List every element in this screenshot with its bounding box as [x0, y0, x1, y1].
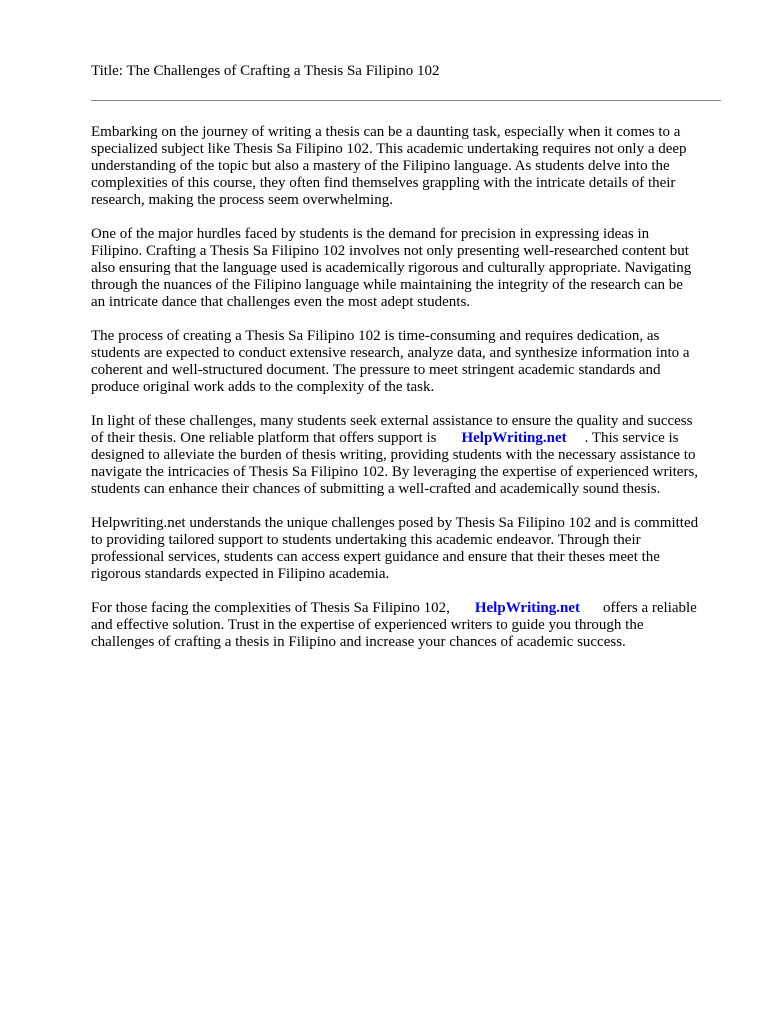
- helpwriting-link[interactable]: HelpWriting.net: [461, 430, 567, 446]
- paragraph-line: produce original work adds to the complexity of the task.: [91, 379, 435, 395]
- title-divider: [91, 100, 721, 101]
- paragraph-line: students are expected to conduct extensive research, analyze data, and synthesize information into a: [91, 345, 690, 361]
- paragraph-line: understanding of the topic but also a mastery of the Filipino language. As students delve into the: [91, 158, 670, 174]
- paragraph-line: Filipino. Crafting a Thesis Sa Filipino 102 involves not only presenting well-researched content but: [91, 243, 689, 259]
- paragraph-line: coherent and well-structured document. The pressure to meet stringent academic standards and: [91, 362, 661, 378]
- paragraph-2: [91, 226, 721, 311]
- paragraph-line: to providing tailored support to students undertaking this academic endeavor. Through their: [91, 532, 641, 548]
- paragraph-line: One of the major hurdles faced by students is the demand for precision in expressing ideas in: [91, 226, 650, 242]
- paragraph-5: [91, 515, 721, 583]
- paragraph-line: challenges of crafting a thesis in Filipino and increase your chances of academic success.: [91, 634, 626, 650]
- paragraph-text: For those facing the complexities of Thesis Sa Filipino 102,: [91, 600, 450, 616]
- paragraph-1: [91, 124, 721, 209]
- paragraph-line: rigorous standards expected in Filipino academia.: [91, 566, 390, 582]
- document-title: Title: The Challenges of Crafting a Thesis Sa Filipino 102: [91, 63, 440, 79]
- paragraph-line: Embarking on the journey of writing a thesis can be a daunting task, especially when it comes to a: [91, 124, 681, 140]
- paragraph-text: offers a reliable: [603, 600, 697, 616]
- paragraph-line: designed to alleviate the burden of thesis writing, providing students with the necessary assistance to: [91, 447, 696, 463]
- document-body: [91, 124, 721, 668]
- paragraph-line-with-link: [91, 600, 721, 617]
- paragraph-text: . This service is: [584, 430, 679, 446]
- paragraph-3: [91, 328, 721, 396]
- paragraph-line: an intricate dance that challenges even the most adept students.: [91, 294, 471, 310]
- paragraph-line: In light of these challenges, many students seek external assistance to ensure the quality and success: [91, 413, 693, 429]
- paragraph-line: students can enhance their chances of submitting a well-crafted and academically sound thesis.: [91, 481, 661, 497]
- paragraph-4: [91, 413, 721, 498]
- paragraph-line: navigate the intricacies of Thesis Sa Filipino 102. By leveraging the expertise of experienced writers,: [91, 464, 699, 480]
- paragraph-line: also ensuring that the language used is academically rigorous and culturally appropriate. Navigating: [91, 260, 692, 276]
- paragraph-line: complexities of this course, they often find themselves grappling with the intricate details of their: [91, 175, 676, 191]
- paragraph-line-with-link: [91, 430, 721, 447]
- paragraph-line: The process of creating a Thesis Sa Filipino 102 is time-consuming and requires dedication, as: [91, 328, 660, 344]
- paragraph-line: research, making the process seem overwhelming.: [91, 192, 393, 208]
- paragraph-line: professional services, students can access expert guidance and ensure that their theses meet the: [91, 549, 660, 565]
- paragraph-text: of their thesis. One reliable platform that offers support is: [91, 430, 437, 446]
- paragraph-line: through the nuances of the Filipino language while maintaining the integrity of the research can be: [91, 277, 683, 293]
- paragraph-line: specialized subject like Thesis Sa Filipino 102. This academic undertaking requires not only a deep: [91, 141, 687, 157]
- helpwriting-link[interactable]: HelpWriting.net: [474, 600, 580, 616]
- paragraph-line: Helpwriting.net understands the unique challenges posed by Thesis Sa Filipino 102 and is committed: [91, 515, 699, 531]
- paragraph-line: and effective solution. Trust in the expertise of experienced writers to guide you through the: [91, 617, 644, 633]
- paragraph-6: [91, 600, 721, 651]
